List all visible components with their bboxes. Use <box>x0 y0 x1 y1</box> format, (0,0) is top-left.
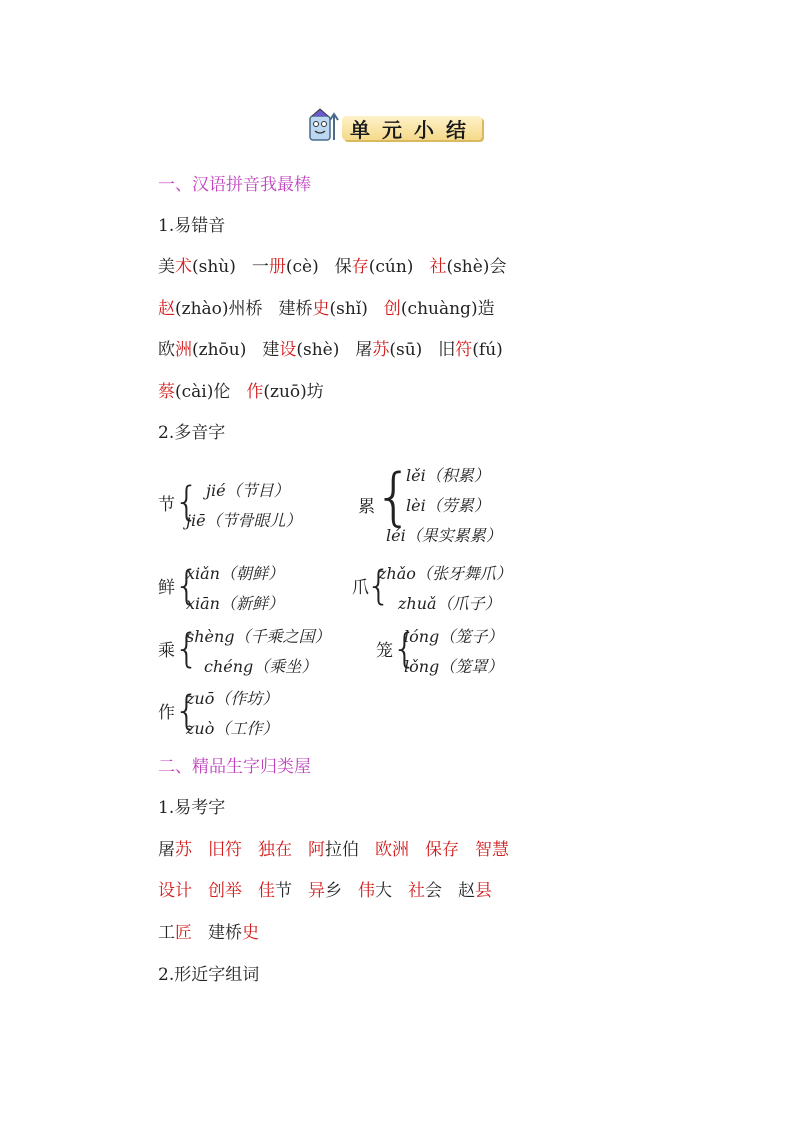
polyphone-option: lóng（笼子） <box>404 627 504 646</box>
polyphone-option: xiān（新鲜） <box>186 594 284 613</box>
word-part: 屠 <box>355 340 373 360</box>
error-prone-word <box>246 382 323 402</box>
error-prone-word <box>279 299 368 319</box>
test-word <box>475 840 509 860</box>
highlight-char: 阿 <box>308 840 325 860</box>
word-part: 大 <box>375 881 392 901</box>
polyphone-char: 作 <box>158 703 175 723</box>
error-prone-word <box>262 340 339 360</box>
word-part: 节 <box>275 881 292 901</box>
word-part: 一 <box>251 257 269 277</box>
word-part: 会 <box>425 881 442 901</box>
subheading-test-characters: 1.易考字 <box>158 798 226 818</box>
polyphone-char: 爪 <box>352 578 369 598</box>
polyphone-char: 乘 <box>158 641 175 661</box>
polyphone-option: xiǎn（朝鲜） <box>186 564 284 583</box>
highlight-char: 保存 <box>425 840 459 860</box>
test-word <box>358 881 392 901</box>
highlight-char: 异 <box>308 881 325 901</box>
polyphone-option: zhuǎ（爪子） <box>398 594 501 613</box>
pinyin-text: (fú) <box>472 340 503 360</box>
error-prone-word <box>158 340 246 360</box>
error-prone-line <box>158 335 503 360</box>
test-word <box>308 840 359 860</box>
word-part: 美 <box>158 257 175 277</box>
highlight-char: 智慧 <box>475 840 509 860</box>
highlight-char: 洲 <box>175 340 192 360</box>
test-word <box>308 881 342 901</box>
polyphone-option: zhǎo（张牙舞爪） <box>378 564 512 583</box>
highlight-char: 创 <box>383 299 401 319</box>
polyphone-option: lèi（劳累） <box>406 496 490 515</box>
highlight-char: 史 <box>242 923 259 943</box>
word-part: 坊 <box>306 382 324 402</box>
polyphone-option: lěi（积累） <box>406 466 490 485</box>
test-word-line <box>158 876 492 901</box>
word-part: 欧 <box>158 340 175 360</box>
highlight-char: 史 <box>312 299 330 319</box>
highlight-char: 苏 <box>372 340 390 360</box>
test-word <box>258 840 292 860</box>
word-part: 拉伯 <box>325 840 359 860</box>
highlight-char: 社 <box>429 257 447 277</box>
polyphone-option: shèng（千乘之国） <box>186 627 331 646</box>
word-part: 工 <box>158 923 175 943</box>
brace-icon: { <box>174 688 200 734</box>
word-part: 造 <box>477 299 495 319</box>
subheading-error-prone: 1.易错音 <box>158 216 226 236</box>
word-part: 建 <box>262 340 280 360</box>
page-title: 单元小结 <box>350 118 478 142</box>
polyphone-option: jié（节目） <box>206 481 290 500</box>
error-prone-word <box>438 340 503 360</box>
highlight-char: 苏 <box>175 840 192 860</box>
brace-icon: { <box>174 626 200 672</box>
pinyin-text: (shè) <box>446 257 490 277</box>
highlight-char: 设 <box>279 340 297 360</box>
brace-icon: { <box>174 479 200 525</box>
polyphone-option: chéng（乘坐） <box>204 657 318 676</box>
brace-icon: { <box>174 563 200 609</box>
error-prone-line <box>158 377 324 402</box>
subheading-polyphones: 2.多音字 <box>158 423 226 443</box>
polyphone-option: léi（果实累累） <box>386 526 502 545</box>
error-prone-line <box>158 252 506 277</box>
polyphone-char: 鲜 <box>158 578 175 598</box>
word-part: 保 <box>334 257 352 277</box>
polyphone-option: zuò（工作） <box>186 719 279 738</box>
pinyin-text: (cún) <box>368 257 414 277</box>
highlight-char: 佳 <box>258 881 275 901</box>
test-word <box>208 881 242 901</box>
word-part: 州桥 <box>228 299 263 319</box>
test-word <box>425 840 459 860</box>
pinyin-text: (zhōu) <box>192 340 247 360</box>
highlight-char: 存 <box>351 257 369 277</box>
pinyin-text: (zuō) <box>263 382 307 402</box>
polyphone-option: jiē（节骨眼儿） <box>186 511 302 530</box>
test-word <box>408 881 442 901</box>
section-heading-characters: 二、精品生字归类屋 <box>158 757 311 777</box>
highlight-char: 伟 <box>358 881 375 901</box>
polyphone-option: zuō（作坊） <box>186 689 279 708</box>
word-part: 乡 <box>325 881 342 901</box>
highlight-char: 册 <box>268 257 286 277</box>
pinyin-text: (zhào) <box>175 299 229 319</box>
pinyin-text: (sū) <box>389 340 423 360</box>
pinyin-text: (cè) <box>285 257 319 277</box>
test-word <box>208 923 259 943</box>
test-word-line <box>158 918 259 943</box>
highlight-char: 旧符 <box>208 840 242 860</box>
test-word <box>458 881 492 901</box>
highlight-char: 匠 <box>175 923 192 943</box>
highlight-char: 欧洲 <box>375 840 409 860</box>
test-word-line <box>158 835 509 860</box>
mascot-icon <box>302 106 342 146</box>
section-heading-pinyin: 一、汉语拼音我最棒 <box>158 175 311 195</box>
highlight-char: 社 <box>408 881 425 901</box>
word-part: 赵 <box>458 881 475 901</box>
error-prone-word <box>158 299 263 319</box>
word-part: 屠 <box>158 840 175 860</box>
highlight-char: 创举 <box>208 881 242 901</box>
polyphone-char: 节 <box>158 495 175 515</box>
error-prone-line <box>158 294 495 319</box>
pinyin-text: (shè) <box>296 340 340 360</box>
polyphone-option: lǒng（笼罩） <box>404 657 504 676</box>
highlight-char: 县 <box>475 881 492 901</box>
highlight-char: 符 <box>455 340 473 360</box>
highlight-char: 独在 <box>258 840 292 860</box>
pinyin-text: (shǐ) <box>329 299 368 319</box>
word-part: 旧 <box>438 340 456 360</box>
word-part: 建桥 <box>208 923 242 943</box>
highlight-char: 术 <box>175 257 192 277</box>
test-word <box>158 923 192 943</box>
pinyin-text: (chuàng) <box>400 299 478 319</box>
word-part: 会 <box>489 257 507 277</box>
word-part: 建桥 <box>278 299 313 319</box>
error-prone-word <box>158 257 236 277</box>
word-part: 伦 <box>213 382 231 402</box>
highlight-char: 作 <box>246 382 264 402</box>
highlight-char: 蔡 <box>158 382 175 402</box>
highlight-char: 设计 <box>158 881 192 901</box>
test-word <box>258 881 292 901</box>
error-prone-word <box>158 382 230 402</box>
brace-icon: { <box>392 626 418 672</box>
test-word <box>208 840 242 860</box>
polyphone-char: 累 <box>358 497 375 517</box>
error-prone-word <box>429 257 506 277</box>
brace-icon: { <box>366 563 392 609</box>
highlight-char: 赵 <box>158 299 175 319</box>
error-prone-word <box>252 257 319 277</box>
pinyin-text: (shù) <box>192 257 236 277</box>
error-prone-word <box>335 257 414 277</box>
brace-icon: { <box>374 460 414 533</box>
test-word <box>375 840 409 860</box>
subheading-similar-characters: 2.形近字组词 <box>158 965 260 985</box>
error-prone-word <box>384 299 495 319</box>
pinyin-text: (cài) <box>175 382 214 402</box>
test-word <box>158 840 192 860</box>
test-word <box>158 881 192 901</box>
error-prone-word <box>355 340 422 360</box>
polyphone-char: 笼 <box>376 641 393 661</box>
